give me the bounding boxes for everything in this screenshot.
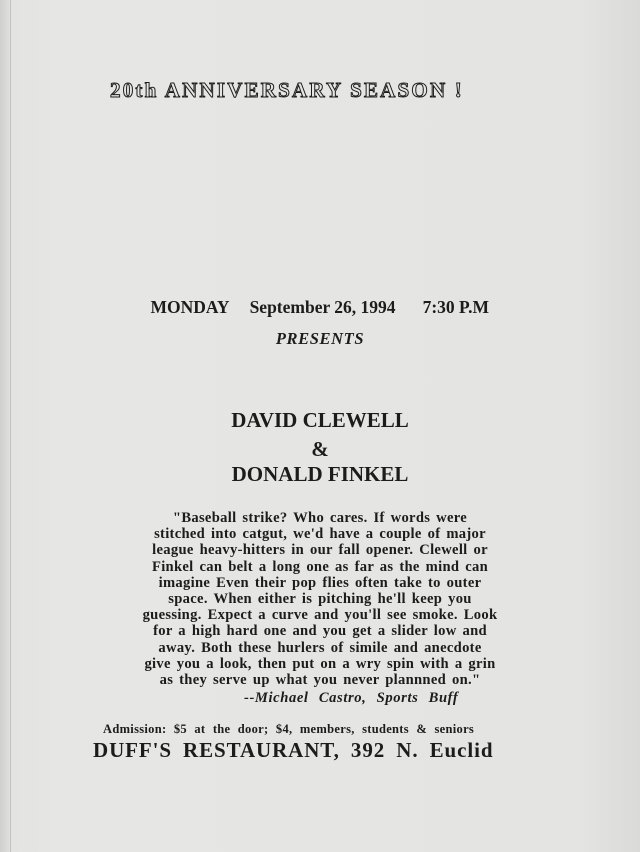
- anniversary-heading: 20th ANNIVERSARY SEASON !: [110, 78, 464, 102]
- quote-line: "Baseball strike? Who cares. If words were: [172, 510, 468, 526]
- performer-name: DONALD FINKEL: [231, 462, 409, 486]
- presents-label: PRESENTS: [275, 329, 365, 348]
- event-date: September 26, 1994: [249, 297, 396, 317]
- quote-line: as they serve up what you never plannned on.": [159, 672, 481, 689]
- quote-line: space. When either is pitching he'll keep you: [168, 591, 472, 608]
- quote-line: league heavy-hitters in our fall opener. Clewell or: [152, 542, 488, 559]
- quote-line: away. Both these hurlers of simile and anecdote: [158, 639, 482, 656]
- event-day: MONDAY: [150, 297, 230, 317]
- quote-line: give you a look, then put on a wry spin with a grin: [144, 655, 496, 672]
- quote-line: guessing. Expect a curve and you'll see smoke. Look: [142, 607, 498, 624]
- admission-info: Admission: $5 at the door; $4, members, students & seniors: [103, 722, 475, 736]
- ampersand: &: [311, 437, 329, 461]
- quote-line: Finkel can belt a long one as far as the mind can: [151, 558, 489, 575]
- venue-name: DUFF'S RESTAURANT, 392 N. Euclid: [93, 738, 494, 762]
- event-time: 7:30 P.M: [422, 297, 489, 317]
- review-quote: [60, 510, 580, 688]
- quote-attribution: --Michael Castro, Sports Buff: [244, 690, 459, 706]
- quote-line: imagine Even their pop flies often take to outer: [158, 574, 482, 591]
- quote-line: stitched into catgut, we'd have a couple of major: [154, 526, 486, 543]
- quote-line: for a high hard one and you get a slider low and: [153, 623, 487, 640]
- performer-name: DAVID CLEWELL: [231, 408, 409, 432]
